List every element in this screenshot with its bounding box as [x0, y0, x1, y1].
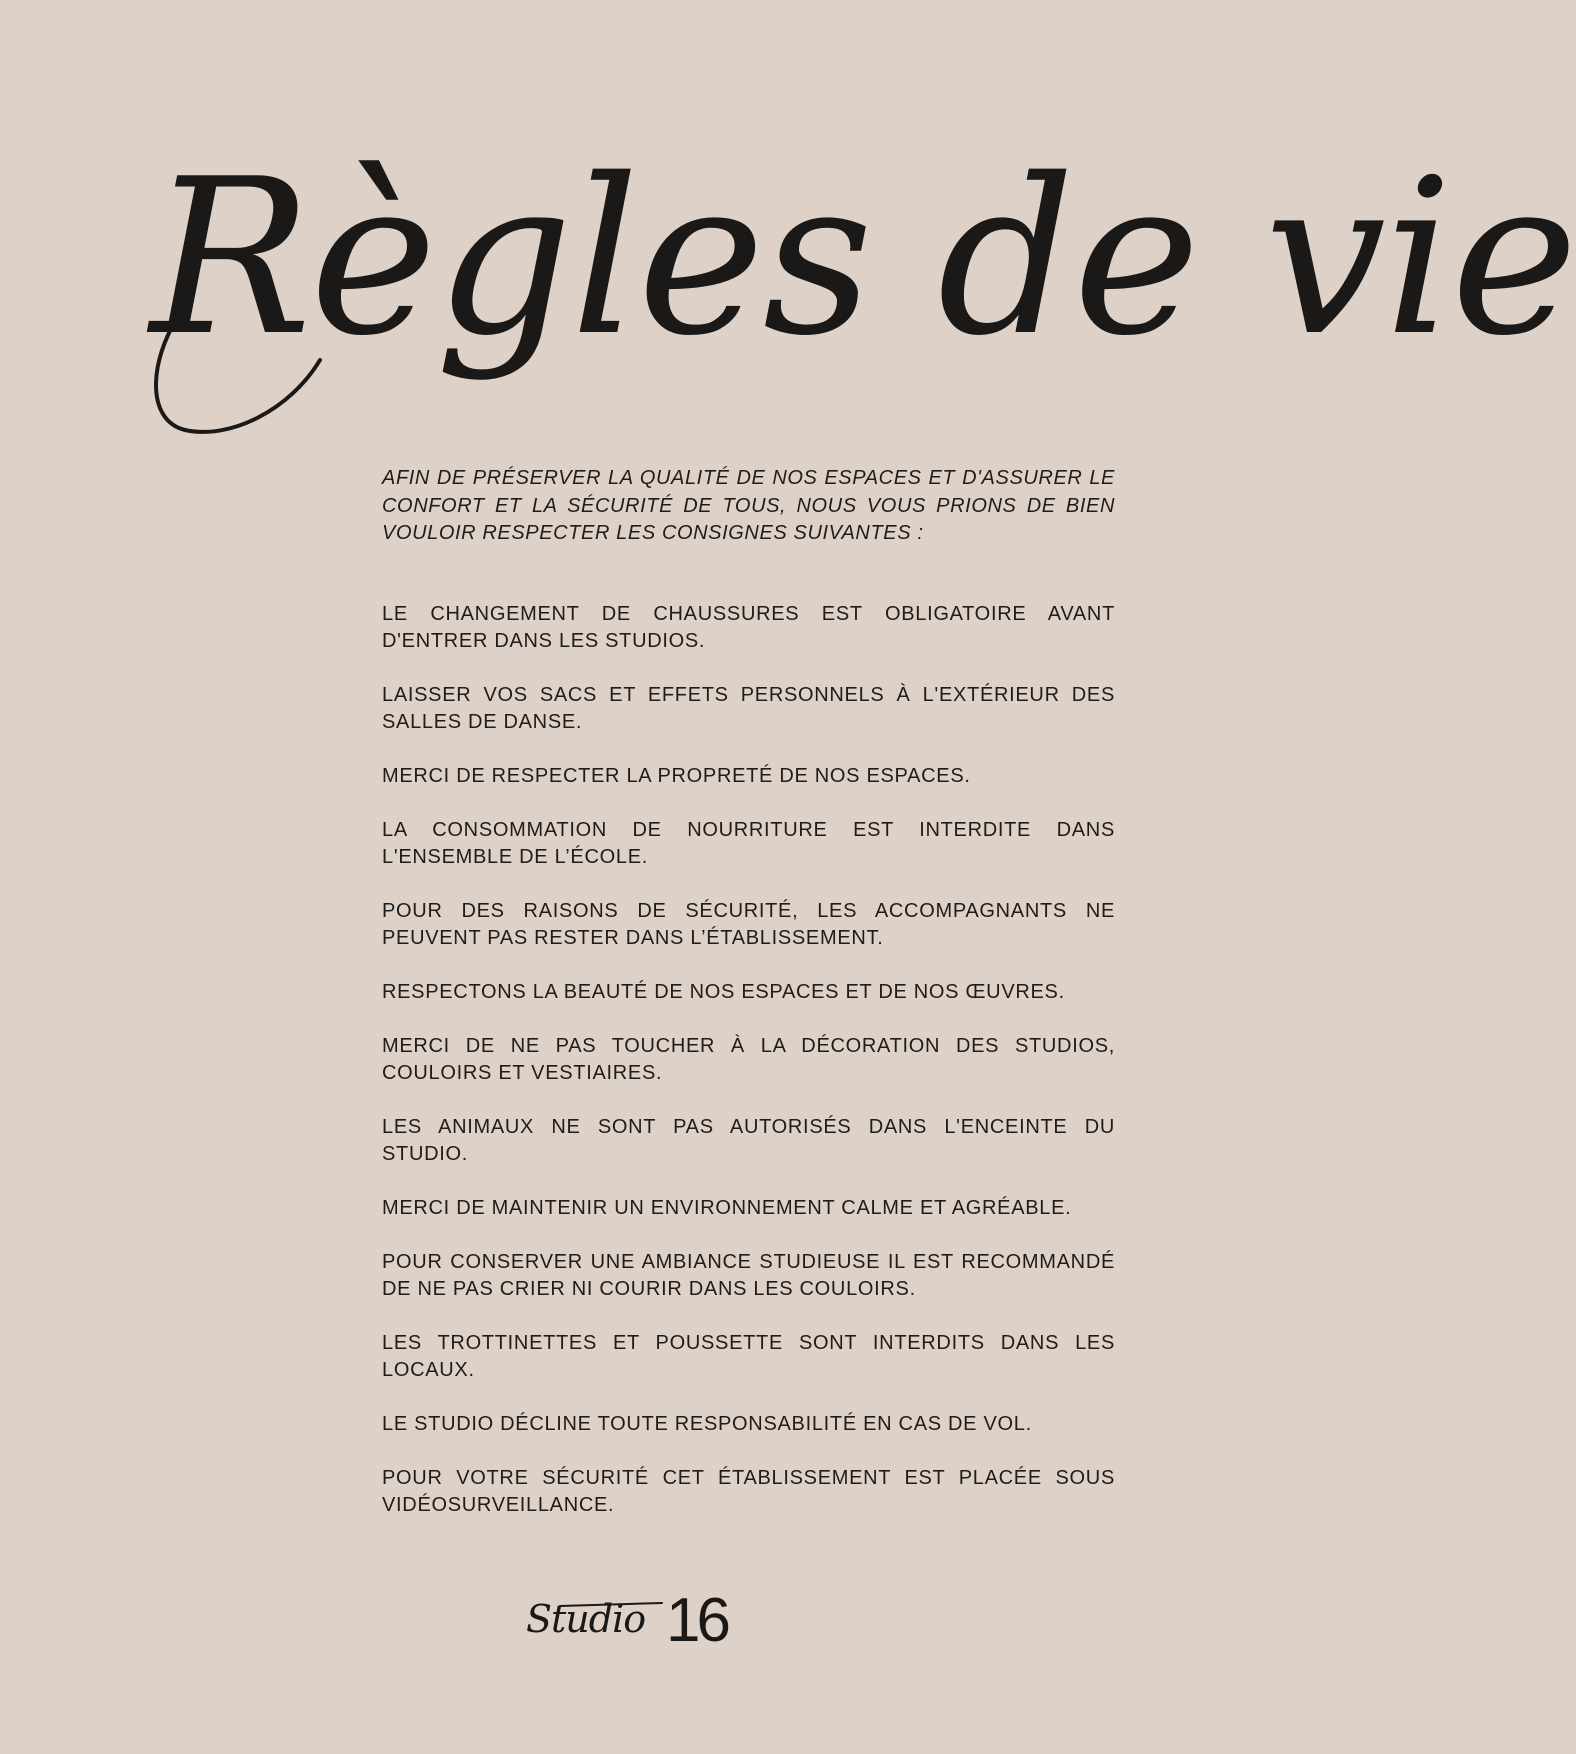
- rule-decoration: MERCI DE NE PAS TOUCHER À LA DÉCORATION DES STUDIOS, COULOIRS ET VESTIAIRES.: [382, 1035, 1115, 1084]
- rule-animals: LES ANIMAUX NE SONT PAS AUTORISÉS DANS L'ENCEINTE DU STUDIO.: [382, 1116, 1115, 1165]
- page-title: [130, 60, 1576, 500]
- rule-companions: POUR DES RAISONS DE SÉCURITÉ, LES ACCOMPAGNANTS NE PEUVENT PAS RESTER DANS L’ÉTABLISSEMENT.: [382, 900, 1115, 949]
- rule-artworks: RESPECTONS LA BEAUTÉ DE NOS ESPACES ET DE NOS ŒUVRES.: [382, 981, 1065, 1003]
- logo-number-text: 16: [666, 1586, 727, 1655]
- title-text: Règles de vie: [150, 132, 1576, 383]
- rule-theft: LE STUDIO DÉCLINE TOUTE RESPONSABILITÉ EN CAS DE VOL.: [382, 1413, 1032, 1435]
- rule-shoes: LE CHANGEMENT DE CHAUSSURES EST OBLIGATOIRE AVANT D'ENTRER DANS LES STUDIOS.: [382, 603, 1115, 652]
- rule-calm: MERCI DE MAINTENIR UN ENVIRONNEMENT CALME ET AGRÉABLE.: [382, 1197, 1072, 1219]
- logo-script-text: Studio: [526, 1597, 646, 1641]
- rule-surveillance: POUR VOTRE SÉCURITÉ CET ÉTABLISSEMENT EST PLACÉE SOUS VIDÉOSURVEILLANCE.: [382, 1467, 1115, 1516]
- rule-cleanliness: MERCI DE RESPECTER LA PROPRETÉ DE NOS ESPACES.: [382, 765, 971, 787]
- rule-no-running: POUR CONSERVER UNE AMBIANCE STUDIEUSE IL EST RECOMMANDÉ DE NE PAS CRIER NI COURIR DANS LES COULOIRS.: [382, 1251, 1115, 1300]
- rule-scooters: LES TROTTINETTES ET POUSSETTE SONT INTERDITS DANS LES LOCAUX.: [382, 1332, 1115, 1381]
- intro-paragraph: AFIN DE PRÉSERVER LA QUALITÉ DE NOS ESPACES ET D'ASSURER LE CONFORT ET LA SÉCURITÉ DE TOUS, NOUS VOUS PRIONS DE BIEN VOULOIR RESPECTER LES CONSIGNES SUIVANTES :: [382, 467, 1115, 544]
- rule-bags: LAISSER VOS SACS ET EFFETS PERSONNELS À L'EXTÉRIEUR DES SALLES DE DANSE.: [382, 684, 1115, 733]
- rules-list: [382, 601, 1115, 1546]
- studio-logo: [520, 1586, 727, 1660]
- rule-food: LA CONSOMMATION DE NOURRITURE EST INTERDITE DANS L'ENSEMBLE DE L’ÉCOLE.: [382, 819, 1115, 868]
